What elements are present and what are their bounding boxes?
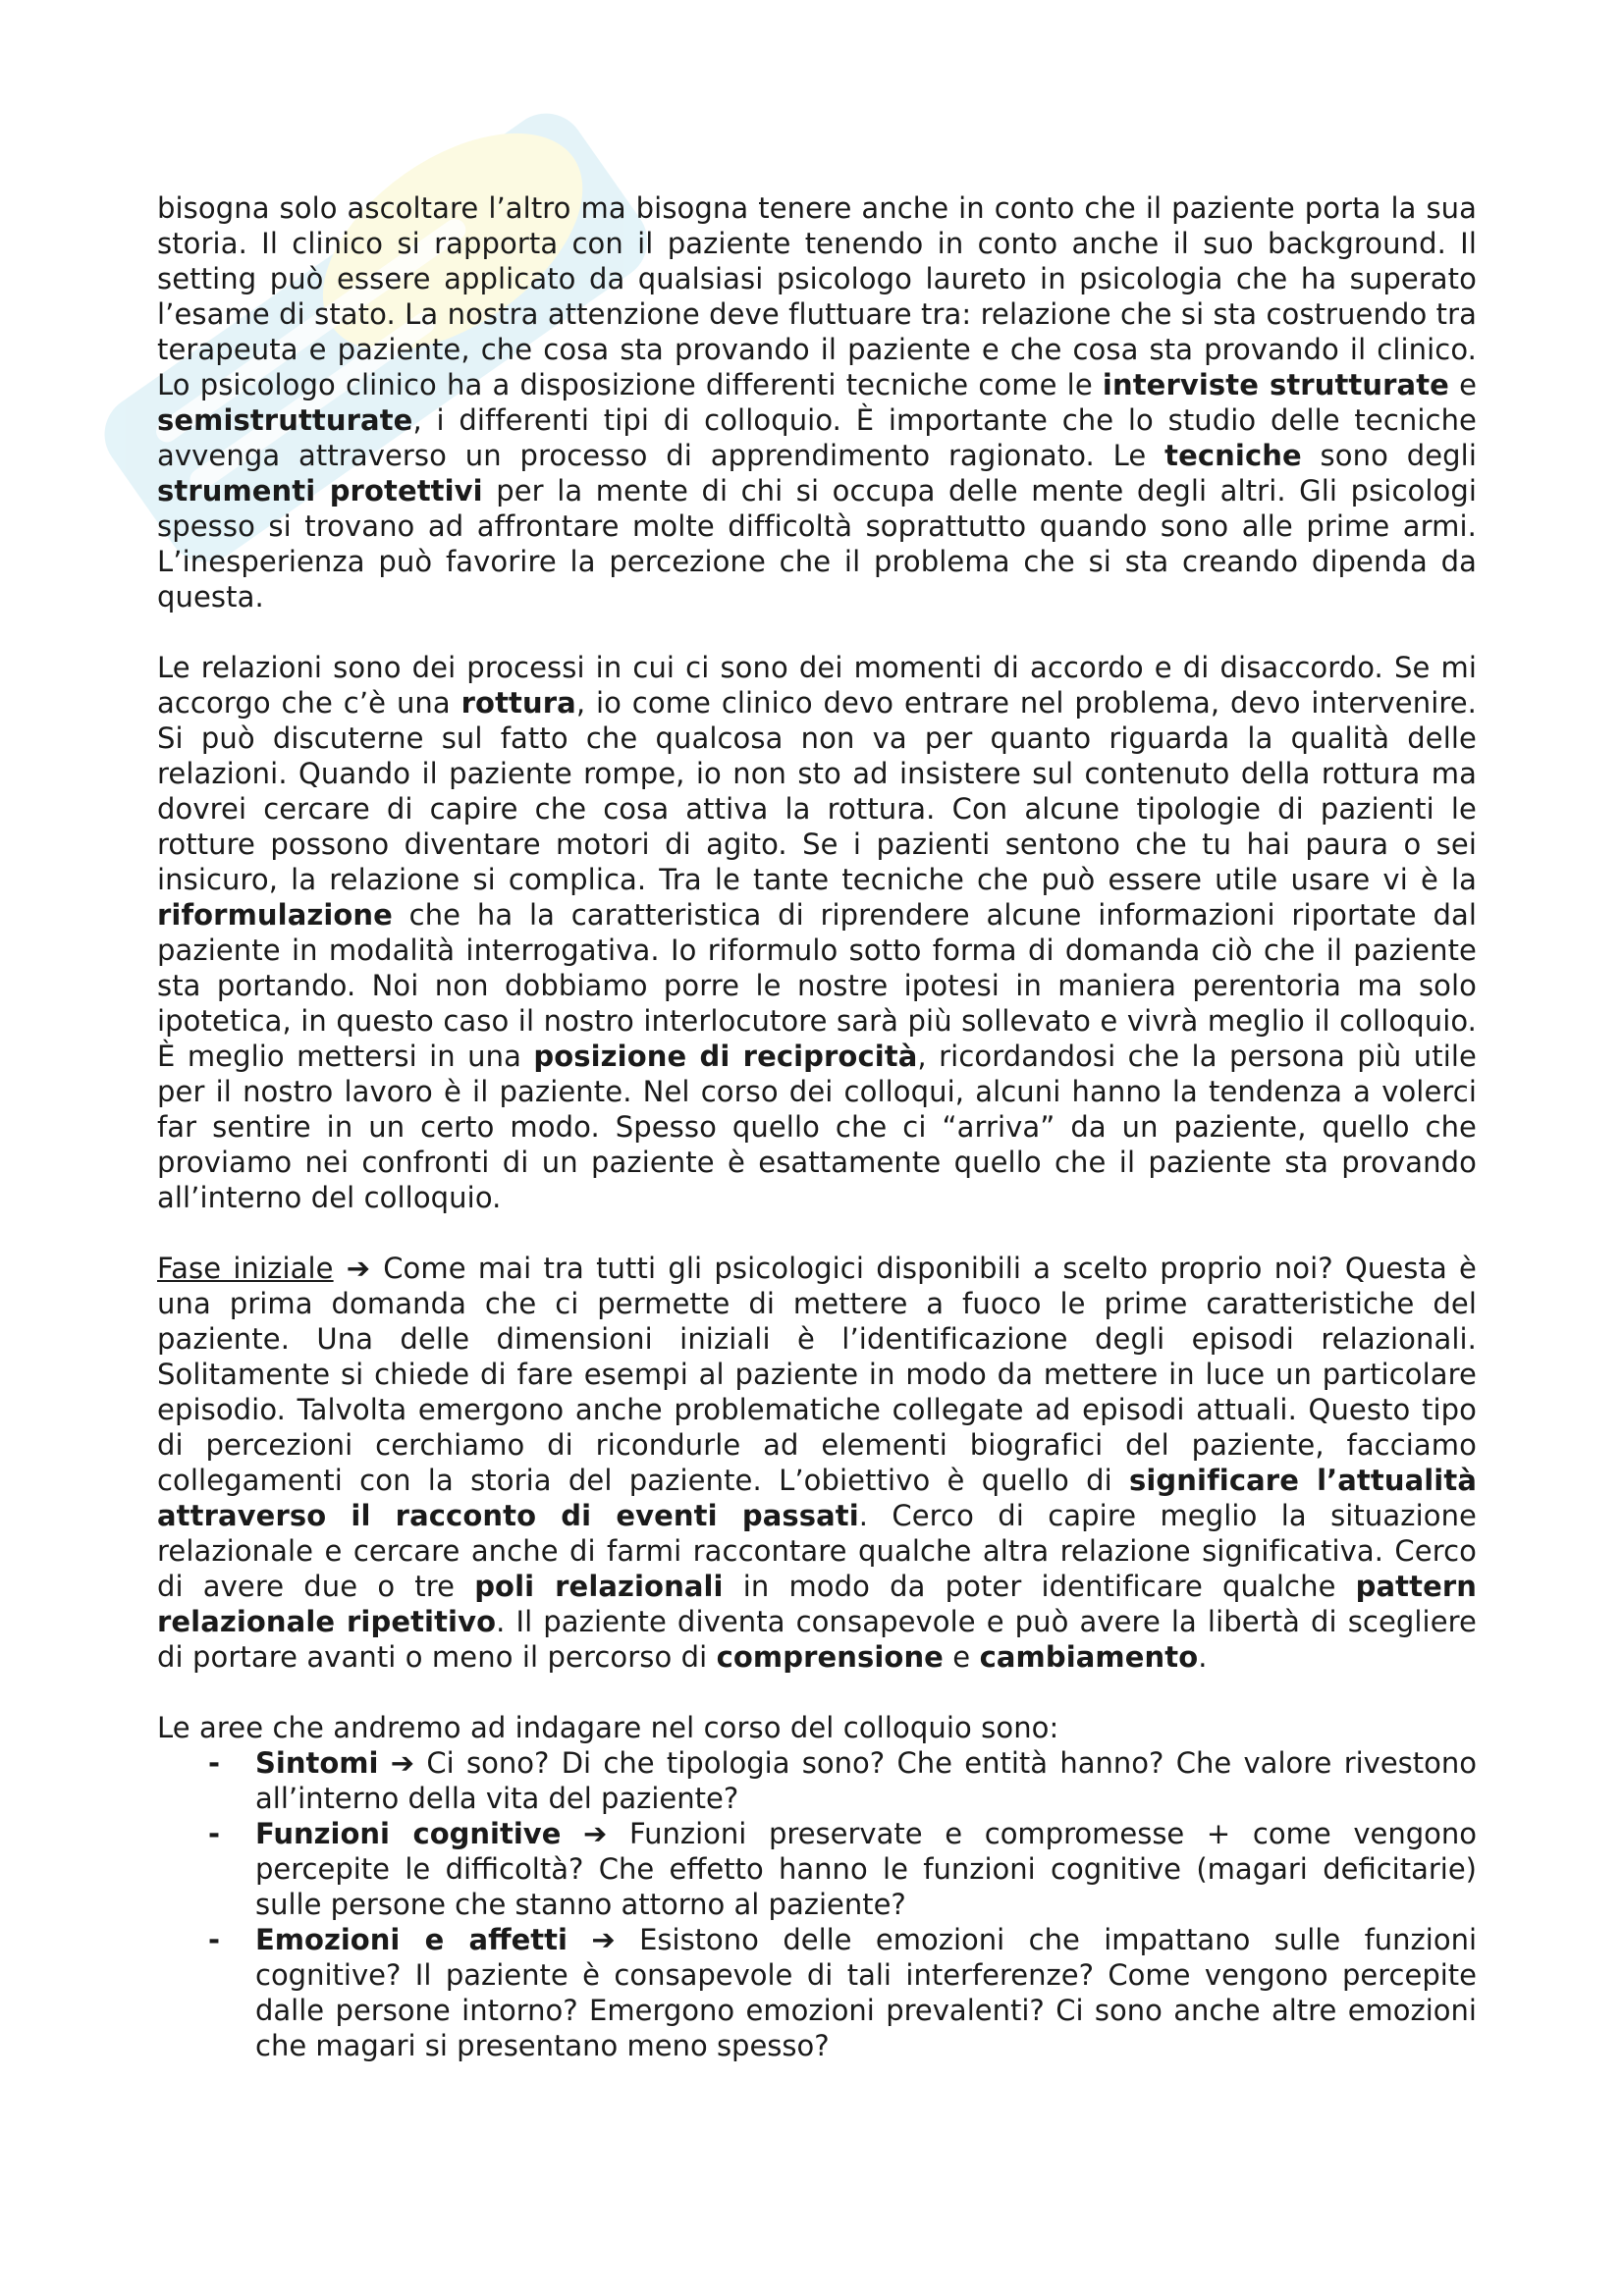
arrow-right-icon: ➔ (390, 1746, 415, 1780)
bold-term: posizione di reciprocità (533, 1040, 918, 1073)
paragraph-text-run: che ha la caratteristica di riprendere alcune informazioni riportate dal paziente in modalità interrogativa. Io riformulo sotto forma di domanda ciò che il paziente sta portando. Noi non dobbiamo porre le nostre ipotesi in maniera perentoria ma solo ipotetica, in questo caso il nostro interlocutore sarà più sollevato e vivrà meglio il colloquio. È meglio mettersi in una (157, 898, 1477, 1073)
arrow-right-icon: ➔ (333, 1252, 384, 1285)
list-item (157, 1745, 1477, 1816)
paragraph-tecniche (157, 190, 1477, 614)
bold-term: poli relazionali (474, 1570, 724, 1603)
bullet-dash: - (208, 1817, 221, 1850)
paragraph-text-run: sono degli (1301, 439, 1477, 472)
paragraph-text-run: per la mente di chi si occupa delle mente degli altri. Gli psicologi spesso si trovano ad affrontare molte difficoltà soprattutto quando sono alle prime armi. L’inesperienza può favorire la percezione che il problema che si sta creando dipenda da questa. (157, 474, 1477, 614)
paragraph-rottura (157, 650, 1477, 1215)
list-item-text: Funzioni preservate e compromesse + come vengono percepite le difficoltà? Che effetto hanno le funzioni cognitive (magari deficitarie) sulle persone che stanno attorno al paziente? (255, 1817, 1478, 1921)
list-intro: Le aree che andremo ad indagare nel corso del colloquio sono: (157, 1711, 1059, 1744)
paragraph-text-run: , i differenti tipi di colloquio. È importante che lo studio delle tecniche avvenga attraverso un processo di apprendimento ragionato. Le (157, 403, 1477, 472)
section-label: Fase iniziale (157, 1252, 334, 1285)
bold-term: rottura (460, 686, 576, 720)
bold-term: semistrutturate (157, 403, 413, 437)
list-item-term: Funzioni cognitive (255, 1817, 562, 1850)
paragraph-text-run: , ricordandosi che la persona più utile per il nostro lavoro è il paziente. Nel corso dei colloqui, alcuni hanno la tendenza a volerci far sentire in un certo modo. Spesso quello che ci “arriva” da un paziente, quello che proviamo nei confronti di un paziente è esattamente quello che il paziente sta provando all’interno del colloquio. (157, 1040, 1477, 1214)
paragraph-text-run: , io come clinico devo entrare nel problema, devo intervenire. Si può discuterne sul fatto che qualcosa non va per quanto riguarda la qualità delle relazioni. Quando il paziente rompe, io non sto ad insistere sul contenuto della rottura ma dovrei cercare di capire che cosa attiva la rottura. Con alcune tipologie di pazienti le rotture possono diventare motori di agito. Se i pazienti sentono che tu hai paura o sei insicuro, la relazione si complica. Tra le tante tecniche che può essere utile usare vi è la (157, 686, 1477, 896)
bold-term: strumenti protettivi (157, 474, 483, 507)
paragraph-text-run: Come mai tra tutti gli psicologici disponibili a scelto proprio noi? Questa è una prima domanda che ci permette di mettere a fuoco le prime caratteristiche del paziente. Una delle dimensioni iniziali è l’identificazione degli episodi relazionali. Solitamente si chiede di fare esempi al paziente in modo da mettere in luce un particolare episodio. Talvolta emergono anche problematiche collegate ad episodi attuali. Questo tipo di percezioni cerchiamo di ricondurle ad elementi biografici del paziente, facciamo collegamenti con la storia del paziente. L’obiettivo è quello di (157, 1252, 1477, 1497)
paragraph-text-run: Le relazioni sono dei processi in cui ci sono dei momenti di accordo e di disaccordo. Se mi accorgo che c’è una (157, 651, 1477, 720)
list-item (157, 1816, 1477, 1922)
bold-term: tecniche (1164, 439, 1302, 472)
list-item-term: Sintomi (255, 1746, 379, 1780)
bullet-dash: - (208, 1923, 221, 1956)
document-body (157, 190, 1477, 2063)
paragraph-text-run: bisogna solo ascoltare l’altro ma bisogna tenere anche in conto che il paziente porta la sua storia. Il clinico si rapporta con il paziente tenendo in conto anche il suo background. Il setting può essere applicato da qualsiasi psicologo laureto in psicologia che ha superato l’esame di stato. La nostra attenzione deve fluttuare tra: relazione che si sta costruendo tra terapeuta e paziente, che cosa sta provando il paziente e che cosa sta provando il clinico. Lo psicologo clinico ha a disposizione differenti tecniche come le (157, 191, 1477, 401)
paragraph-text-run: . Cerco di capire meglio la situazione relazionale e cercare anche di farmi raccontare qualche altra relazione significativa. Cerco di avere due o tre (157, 1499, 1477, 1603)
paragraph-text-run: . Il paziente diventa consapevole e può avere la libertà di scegliere di portare avanti o meno il percorso di (157, 1605, 1477, 1674)
bold-term: pattern relazionale ripetitivo (157, 1570, 1477, 1638)
areas-list (157, 1745, 1477, 2063)
bold-term: comprensione (716, 1640, 944, 1674)
bold-term: riformulazione (157, 898, 393, 932)
arrow-right-icon: ➔ (583, 1817, 608, 1850)
bold-term: interviste strutturate (1102, 368, 1449, 401)
arrow-right-icon: ➔ (591, 1923, 616, 1956)
bold-term: cambiamento (979, 1640, 1199, 1674)
paragraph-text-run: e (943, 1640, 980, 1674)
paragraph-text-run: e (1448, 368, 1478, 401)
paragraph-text-run: in modo da poter identificare qualche (723, 1570, 1356, 1603)
list-item-term: Emozioni e affetti (255, 1923, 568, 1956)
bold-term: significare l’attualità attraverso il racconto di eventi passati (157, 1464, 1477, 1532)
list-item (157, 1922, 1477, 2063)
paragraph-text-run: . (1198, 1640, 1208, 1674)
bullet-dash: - (208, 1746, 221, 1780)
list-item-text: Ci sono? Di che tipologia sono? Che entità hanno? Che valore rivestono all’interno della vita del paziente? (255, 1746, 1478, 1815)
list-item-text: Esistono delle emozioni che impattano sulle funzioni cognitive? Il paziente è consapevole di tali interferenze? Come vengono percepite dalle persone intorno? Emergono emozioni prevalenti? Ci sono anche altre emozioni che magari si presentano meno spesso? (255, 1923, 1478, 2062)
paragraph-fase-iniziale (157, 1251, 1477, 1675)
